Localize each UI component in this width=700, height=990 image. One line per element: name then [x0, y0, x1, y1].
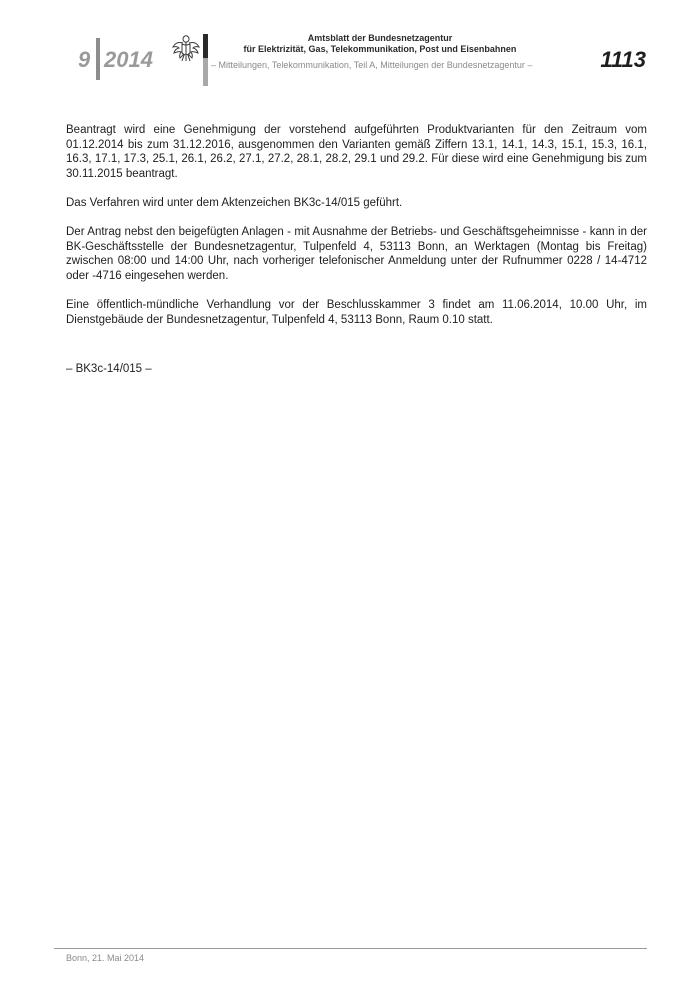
paragraph-application: Beantragt wird eine Genehmigung der vorstehend aufgeführten Produktvarianten für den Zeitraum vom 01.12.2014 bis zum 31.12.2016, ausgenommen den Varianten gemäß Ziffern 13.1, 14.1, 14.3, 15.1, 15.3, 16.1, 16.3, 17.1, 17.3, 25.1, 26.1, 26.2, 27.1, 27.2, 28.1, 28.2, 29.1 und 29.2. Für diese wird eine Genehmigung bis zum 30.11.2015 beantragt.: [66, 124, 647, 180]
title-line-1: Amtsblatt der Bundesnetzagentur: [307, 33, 453, 43]
federal-eagle-icon: [171, 33, 201, 63]
paragraph-hearing: Eine öffentlich-mündliche Verhandlung vor der Beschlusskammer 3 findet am 11.06.2014, 10.00 Uhr, im Dienstgebäude der Bundesnetzagentur, Tulpenfeld 4, 53113 Bonn, Raum 0.10 statt.: [66, 299, 647, 326]
reference-number: – BK3c-14/015 –: [66, 363, 152, 375]
footer-date: Bonn, 21. Mai 2014: [66, 953, 145, 963]
paragraph-file-number: Das Verfahren wird unter dem Aktenzeichen BK3c-14/015 geführt.: [66, 196, 403, 209]
publication-title: [215, 33, 545, 55]
footer-divider: [54, 948, 647, 949]
main-content: [66, 123, 647, 342]
paragraph-inspection: Der Antrag nebst den beigefügten Anlagen - mit Ausnahme der Betriebs- und Geschäftsgeheimnisse - kann in der BK-Geschäftsstelle der Bundesnetzagentur, Tulpenfeld 4, 53113 Bonn, an Werktagen (Montag bis Freitag) zwischen 08:00 und 14:00 Uhr, nach vorheriger telefonischer Anmeldung unter der Rufnummer 0228 / 14-4712 oder -4716 eingesehen werden.: [66, 226, 647, 282]
header-divider-lower: [203, 58, 208, 86]
title-line-2: für Elektrizität, Gas, Telekommunikation, Post und Eisenbahnen: [243, 44, 517, 54]
issue-number: 9: [78, 47, 91, 72]
page-number: 1113: [600, 47, 646, 72]
issue-year: 2014: [104, 47, 153, 72]
issue-separator: [96, 38, 100, 80]
section-subtitle: – Mitteilungen, Telekommunikation, Teil A, Mitteilungen der Bundesnetzagentur –: [211, 60, 533, 70]
